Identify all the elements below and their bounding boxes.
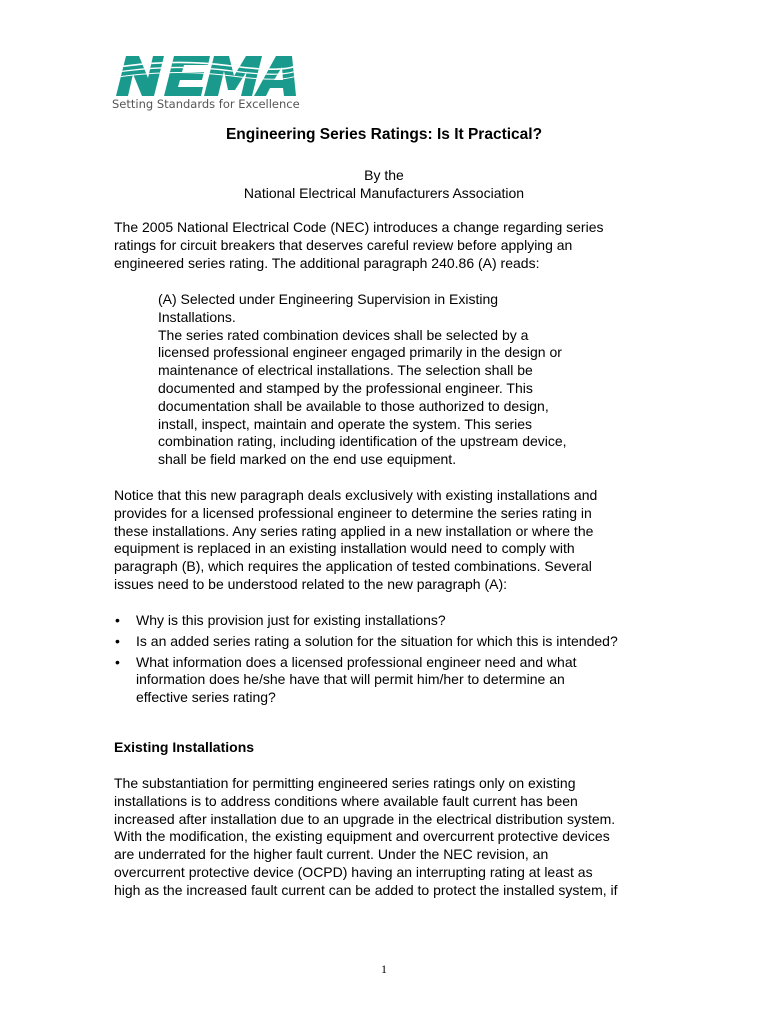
bullet-text: Is an added series rating a solution for the situation for which this is intended? [136,632,618,649]
bullet-icon: • [115,632,120,649]
section-heading: Existing Installations [114,739,255,755]
notice-paragraph [114,487,674,594]
quote-line: (A) Selected under Engineering Supervision in Existing [158,291,499,307]
paragraph-line: increased after installation due to an upgrade in the electrical distribution system. [114,810,616,827]
bullet-item [114,633,674,651]
bullet-text: information does he/she have that will permit him/her to determine an [136,671,565,688]
paragraph-line: The substantiation for permitting engineered series ratings only on existing [114,775,576,791]
quote-line: documentation shall be available to those authorized to design, [158,397,549,414]
quote-line: shall be field marked on the end use equipment. [158,451,457,468]
paragraph-line: With the modification, the existing equipment and overcurrent protective devices [114,828,610,845]
paragraph-line: these installations. Any series rating applied in a new installation or where the [114,522,594,539]
paragraph-line: are underrated for the higher fault current. Under the NEC revision, an [114,846,549,863]
quote-line: install, inspect, maintain and operate the system. This series [158,415,533,432]
paragraph-line: paragraph (B), which requires the application of tested combinations. Several [114,558,592,575]
paragraph-line: Notice that this new paragraph deals exclusively with existing installations and [114,487,598,503]
quote-line: maintenance of electrical installations. The selection shall be [158,362,533,379]
paragraph-line: The 2005 National Electrical Code (NEC) introduces a change regarding series [114,219,604,235]
paragraph-line: provides for a licensed professional engineer to determine the series rating in [114,504,592,521]
paragraph-line: installations is to address conditions where available fault current has been [114,792,578,809]
paragraph-line: equipment is replaced in an existing installation would need to comply with [114,540,575,557]
code-quote [158,291,638,469]
quote-line: licensed professional engineer engaged primarily in the design or [158,344,562,361]
paragraph-line: issues need to be understood related to the new paragraph (A): [114,575,508,592]
bullet-text: effective series rating? [136,689,276,706]
issues-bullet-list [114,612,674,710]
quote-line: documented and stamped by the professional engineer. This [158,379,533,396]
intro-paragraph [114,219,674,272]
bullet-text: Why is this provision just for existing installations? [136,612,446,628]
page-number: 1 [381,962,387,976]
paragraph-line: overcurrent protective device (OCPD) having an interrupting rating at least as [114,863,593,880]
quote-line: combination rating, including identification of the upstream device, [158,433,567,450]
bullet-text: What information does a licensed professional engineer need and what [136,653,577,670]
logo-tagline: Setting Standards for Excellence [112,97,300,111]
document-title: Engineering Series Ratings: Is It Practical? [225,126,543,143]
byline-line-1: By the [364,167,404,183]
bullet-item [114,612,674,630]
paragraph-line: engineered series rating. The additional paragraph 240.86 (A) reads: [114,254,540,271]
nema-logo-graphic [112,52,302,98]
byline [0,166,768,202]
logo-text: NEMA [207,82,210,83]
bullet-item [114,654,674,707]
paragraph-line: ratings for circuit breakers that deserves careful review before applying an [114,236,573,253]
substantiation-paragraph [114,775,674,900]
quote-line: The series rated combination devices shall be selected by a [158,326,529,343]
quote-line: Installations. [158,308,236,325]
bullet-icon: • [115,612,120,628]
byline-line-2: National Electrical Manufacturers Association [243,185,525,201]
paragraph-line: high as the increased fault current can be added to protect the installed system, if [114,881,618,898]
bullet-icon: • [115,653,120,670]
